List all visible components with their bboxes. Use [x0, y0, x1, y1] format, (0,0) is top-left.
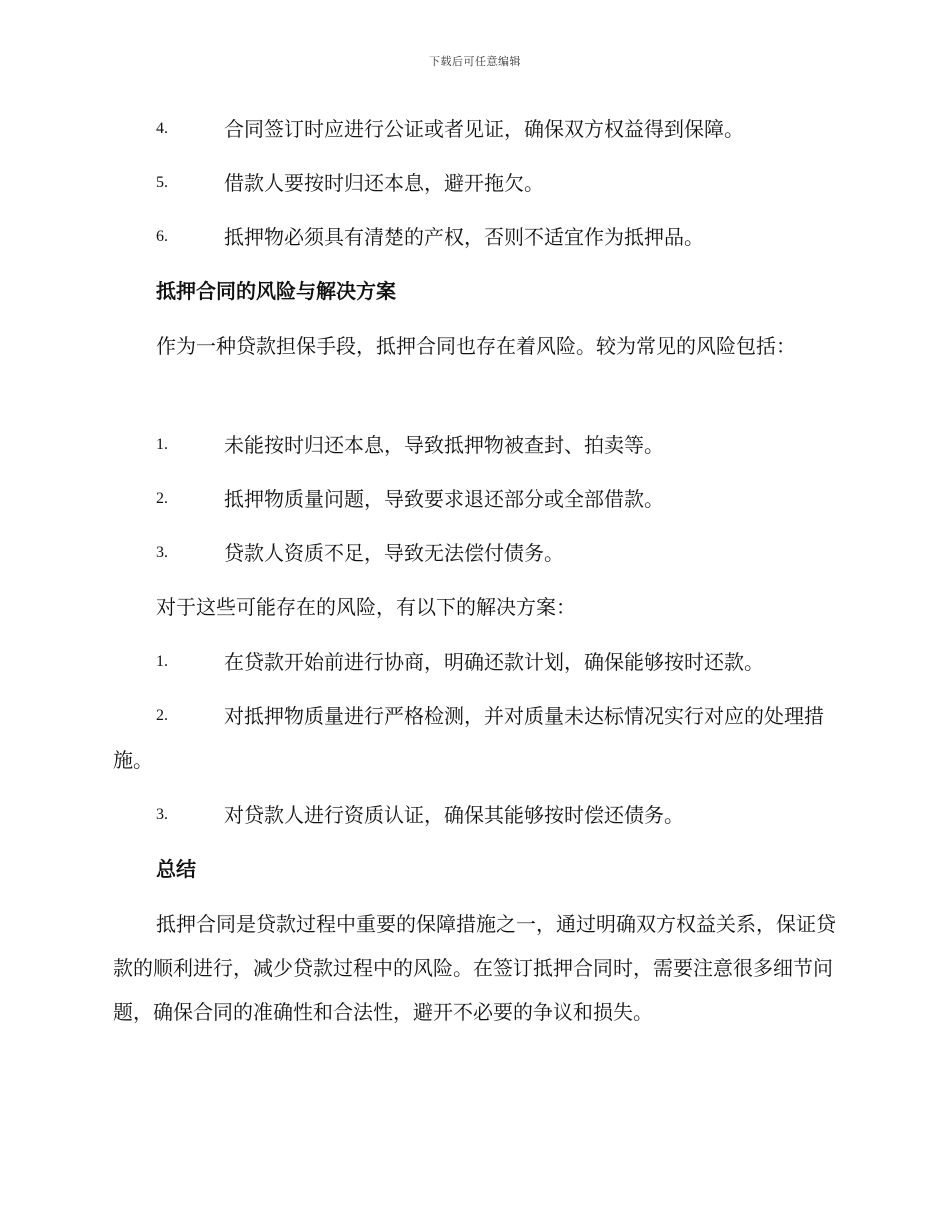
list-number: 1. [156, 436, 168, 453]
header-note: 下载后可任意编辑 [429, 55, 521, 68]
list-number: 2. [156, 707, 168, 724]
list-text: 贷款人资质不足，导致无法偿付债务。 [224, 541, 564, 565]
list-number: 6. [156, 228, 168, 245]
list-item [113, 694, 838, 782]
risk-intro-paragraph: 作为一种贷款担保手段，抵押合同也存在着风险。较为常见的风险包括： [156, 334, 796, 358]
list-number: 4. [156, 120, 168, 137]
list-text: 借款人要按时归还本息，避开拖欠。 [224, 171, 544, 195]
list-number: 2. [156, 490, 168, 507]
list-item [113, 793, 838, 837]
list-text: 对贷款人进行资质认证，确保其能够按时偿还债务。 [224, 803, 684, 827]
section-heading-summary: 总结 [156, 857, 196, 881]
list-item [113, 531, 838, 575]
list-text: 未能按时归还本息，导致抵押物被查封、拍卖等。 [224, 433, 664, 457]
list-number: 3. [156, 544, 168, 561]
section-heading-risk: 抵押合同的风险与解决方案 [156, 279, 396, 303]
list-item [113, 161, 838, 205]
list-text: 抵押物质量问题，导致要求退还部分或全部借款。 [224, 487, 664, 511]
list-item [113, 423, 838, 467]
list-text: 对抵押物质量进行严格检测，并对质量未达标情况实行对应的处理措施。 [113, 704, 824, 772]
list-number: 3. [156, 806, 168, 823]
list-item [113, 107, 838, 151]
list-text: 合同签订时应进行公证或者见证，确保双方权益得到保障。 [224, 117, 744, 141]
list-number: 1. [156, 653, 168, 670]
list-text: 抵押物必须具有清楚的产权，否则不适宜作为抵押品。 [224, 225, 704, 249]
list-text: 在贷款开始前进行协商，明确还款计划，确保能够按时还款。 [224, 650, 764, 674]
list-number: 5. [156, 174, 168, 191]
list-item [113, 215, 838, 259]
summary-paragraph: 抵押合同是贷款过程中重要的保障措施之一，通过明确双方权益关系，保证贷款的顺利进行，减少贷款过程中的风险。在签订抵押合同时，需要注意很多细节问题，确保合同的准确性和合法性，避开不必要的争议和损失。 [113, 912, 836, 1024]
list-item [113, 640, 838, 684]
solutions-intro-paragraph: 对于这些可能存在的风险，有以下的解决方案： [156, 595, 576, 619]
list-item [113, 477, 838, 521]
